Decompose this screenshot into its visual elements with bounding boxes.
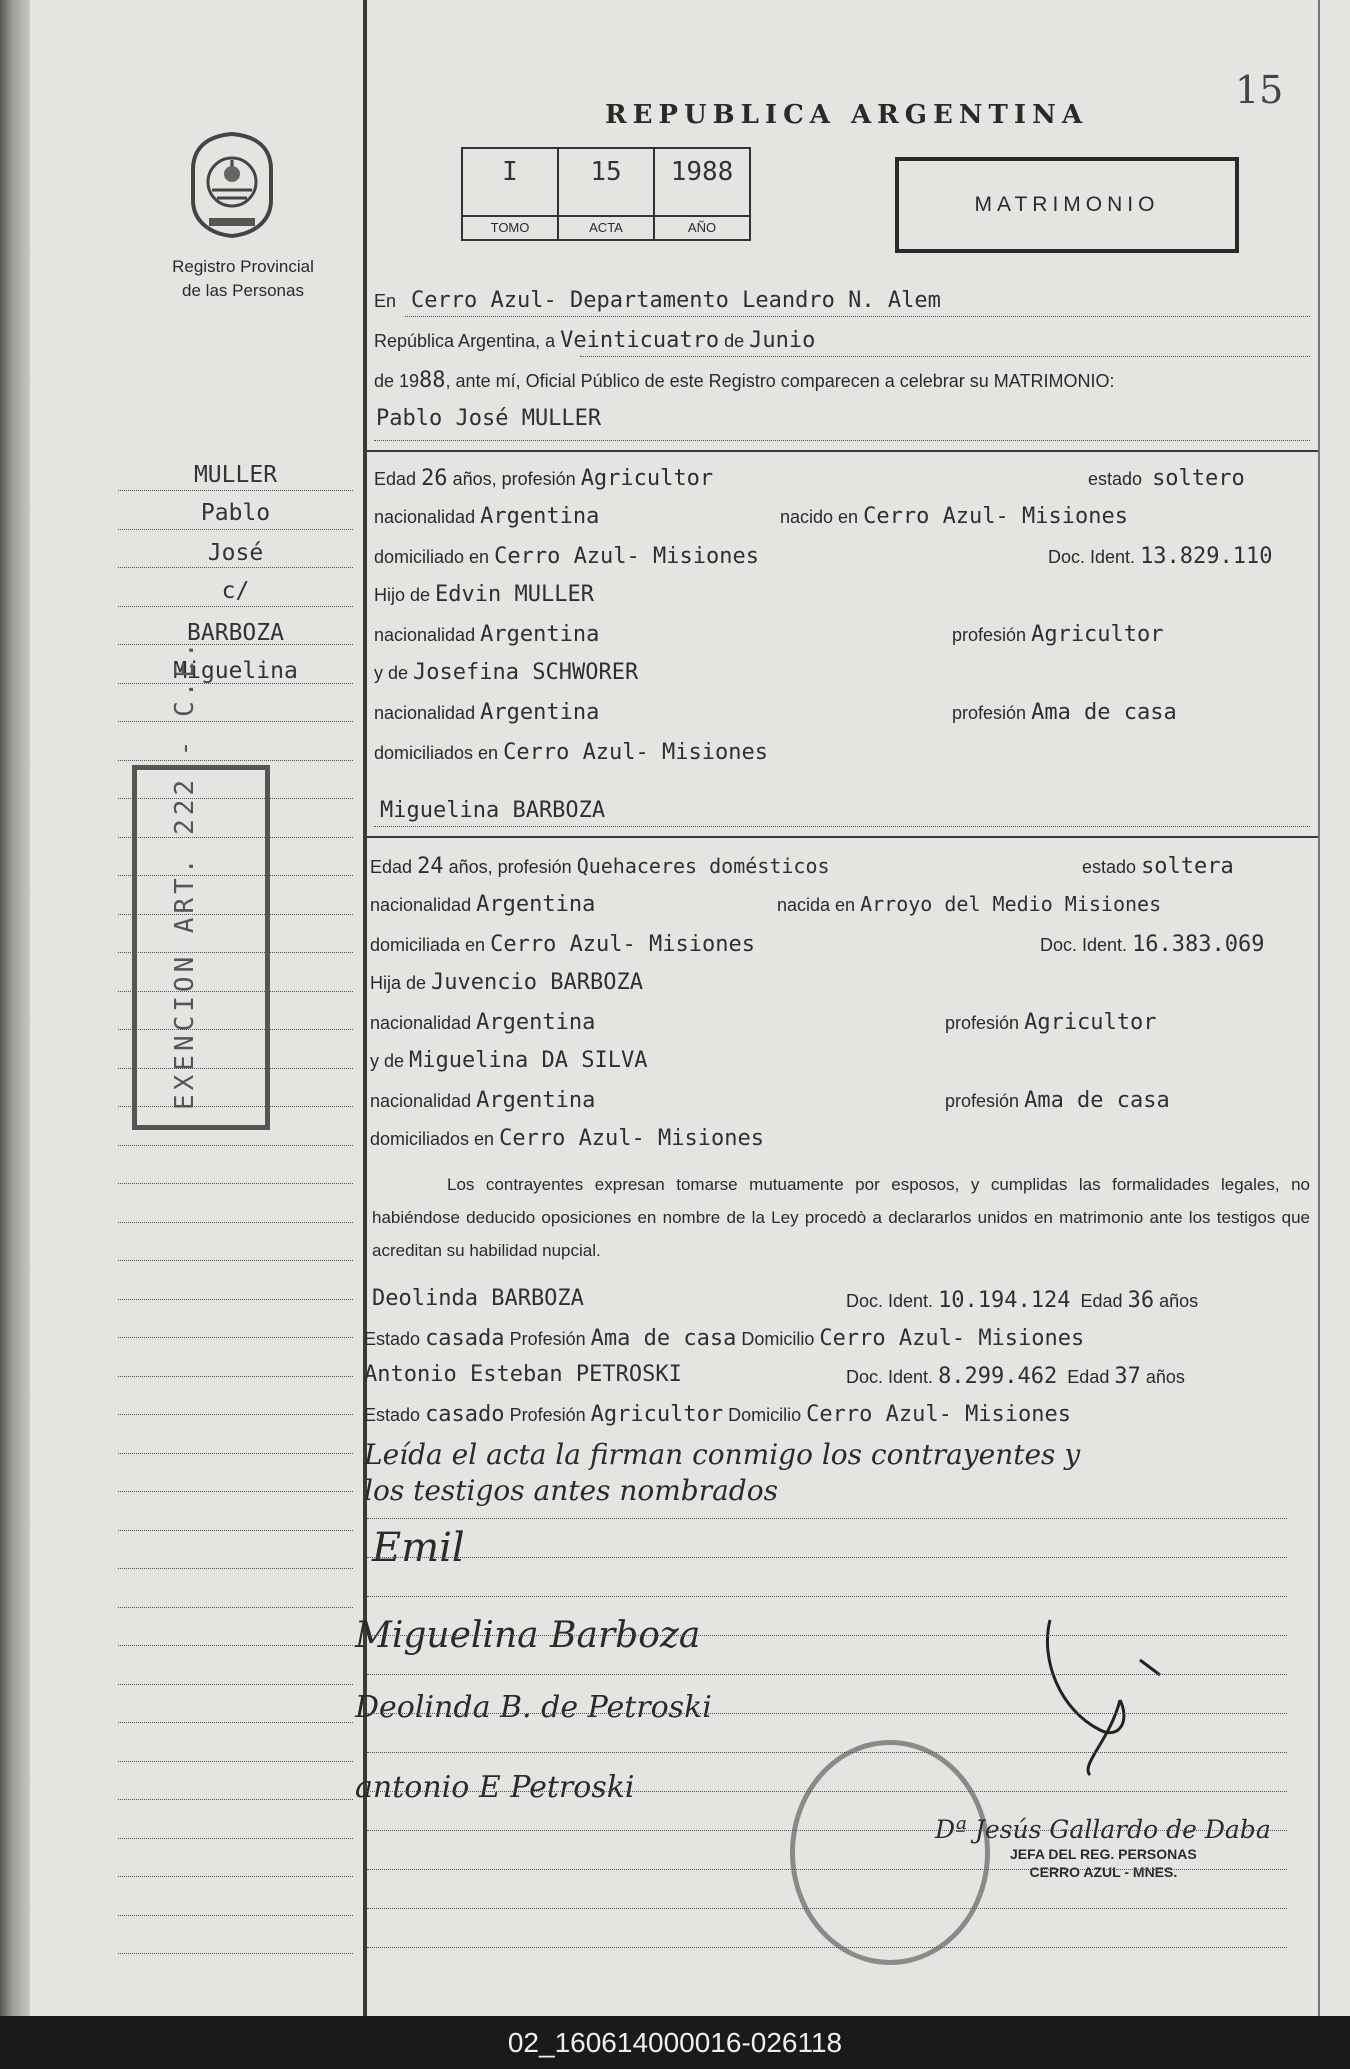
groom-birth [780, 504, 1128, 529]
witness1-doc: 10.194.124 [938, 1288, 1071, 1313]
dotted-rule [374, 440, 1310, 441]
margin-dotted-rule [118, 683, 353, 684]
witness1-line [372, 1286, 584, 1311]
edad-label: Edad [1080, 1291, 1123, 1311]
groom-age: 26 [421, 466, 448, 491]
section-rule [367, 450, 1318, 452]
acta-value: 15 [590, 157, 622, 187]
groom-mother-profession: Ama de casa [1031, 700, 1177, 725]
profesion-label: profesión [952, 625, 1027, 645]
bride-father-profession: Agricultor [1024, 1010, 1157, 1035]
margin-dotted-rule [118, 1260, 353, 1261]
dotted-rule [374, 826, 1310, 827]
bride-birth [777, 892, 1161, 916]
margin-dotted-rule [118, 1876, 353, 1877]
anos-label: años [1159, 1291, 1199, 1311]
right-rule [1318, 0, 1320, 2016]
groom-mother-prof [952, 700, 1177, 725]
bride-age-line [370, 854, 830, 879]
margin-dotted-rule [118, 1799, 353, 1800]
signature-groom: Emil [372, 1525, 465, 1571]
signature-bride: Miguelina Barboza [355, 1615, 701, 1656]
tomo-label: TOMO [463, 215, 557, 239]
witness2-profession: Agricultor [590, 1402, 724, 1427]
groom-father-profession: Agricultor [1031, 622, 1164, 647]
ante-text: , ante mí, Oficial Público de este Registro comparecen a celebrar su MATRIMONIO: [445, 371, 1115, 391]
margin-dotted-rule [118, 952, 353, 953]
provincial-emblem-icon [187, 130, 277, 240]
footer-id: 02_160614000016-026118 [0, 2016, 1350, 2069]
body-dotted-rule [367, 1908, 1287, 1909]
margin-dotted-rule [118, 1414, 353, 1415]
official-signature-icon [1020, 1600, 1170, 1780]
ano-cell [655, 149, 749, 239]
edad-label: Edad [370, 857, 413, 877]
closing-line-1 [364, 1438, 1080, 1471]
yde-label: y de [370, 1051, 405, 1071]
witness1-profession: Ama de casa [590, 1326, 737, 1351]
witness1-doc-age [846, 1288, 1198, 1313]
record-number-box [461, 147, 751, 241]
groom-estado-value: soltero [1152, 466, 1245, 491]
ano-label: AÑO [655, 215, 749, 239]
margin-name-3: José [207, 540, 264, 566]
closing-text-2: los testigos antes nombrados [364, 1474, 778, 1507]
bride-father-prof [945, 1010, 1157, 1035]
margin-dotted-rule [118, 529, 353, 530]
bride-domicile: Cerro Azul- Misiones [490, 932, 755, 957]
margin-dotted-rule [118, 798, 353, 799]
acta-cell [559, 149, 655, 239]
place-value: Cerro Azul- Departamento Leandro N. Alem [411, 288, 941, 313]
witness2-estado: casado [425, 1402, 505, 1427]
dotted-rule [405, 316, 1310, 317]
doc-label: Doc. Ident. [1040, 935, 1128, 955]
groom-father-nationality: Argentina [480, 622, 600, 647]
groom-parents-dom-line [374, 740, 768, 765]
estado-label: Estado [364, 1329, 421, 1349]
witness1-name: Deolinda BARBOZA [372, 1286, 584, 1311]
witness2-details [364, 1402, 1071, 1427]
edad-label: Edad [374, 469, 417, 489]
nacionalidad-label: nacionalidad [370, 895, 472, 915]
groom-father: Edvin MULLER [435, 582, 594, 607]
de-label: de [724, 331, 745, 351]
official-title: JEFA DEL REG. PERSONAS [1010, 1846, 1197, 1862]
yde-label: y de [374, 663, 409, 683]
dotted-rule [580, 356, 1310, 357]
doc-label: Doc. Ident. [846, 1367, 934, 1387]
bride-name-line [380, 798, 605, 823]
bride-name: Miguelina BARBOZA [380, 798, 606, 823]
signature-witness1: Deolinda B. de Petroski [355, 1690, 712, 1725]
header-line-1 [374, 288, 941, 313]
statement-paragraph: Los contrayentes expresan tomarse mutuamente por esposos, y cumplidas las formalidades legales, no habiéndose deducido oposiciones en nombre de la Ley procedò a declararlos unidos en matrimonio ante los testigos que acreditan su habilidad nupcial. [372, 1175, 1310, 1260]
margin-dotted-rule [118, 1568, 353, 1569]
bride-doc: 16.383.069 [1132, 932, 1265, 957]
record-type-box: MATRIMONIO [895, 157, 1239, 253]
bride-mother: Miguelina DA SILVA [409, 1048, 648, 1073]
margin-dotted-rule [118, 1953, 353, 1954]
margin-dotted-rule [118, 644, 353, 645]
nacionalidad-label: nacionalidad [374, 625, 476, 645]
body-dotted-rule [367, 1635, 1287, 1636]
bride-mother-profession: Ama de casa [1024, 1088, 1170, 1113]
anos-label: años [1145, 1367, 1185, 1387]
margin-name-4: c/ [221, 578, 250, 604]
registry-line1: Registro Provincial [172, 257, 314, 276]
body-dotted-rule [367, 1791, 1287, 1792]
domiciliados-label: domiciliados en [374, 743, 499, 763]
witness1-age: 36 [1127, 1288, 1155, 1313]
closing-text-1: Leída el acta la firman conmigo los contrayentes y [364, 1438, 1081, 1471]
doc-label: Doc. Ident. [1048, 547, 1136, 567]
domiciliada-label: domiciliada en [370, 935, 486, 955]
margin-dotted-rule [118, 760, 353, 761]
estado-label: estado [1082, 857, 1137, 877]
groom-parents-domicile: Cerro Azul- Misiones [503, 740, 768, 765]
groom-nationality: Argentina [480, 504, 600, 529]
body-dotted-rule [367, 1869, 1287, 1870]
groom-mother: Josefina SCHWORER [413, 660, 639, 685]
bride-age: 24 [417, 854, 444, 879]
bride-mother-prof [945, 1088, 1170, 1113]
groom-profession: Agricultor [580, 466, 714, 491]
margin-dotted-rule [118, 1222, 353, 1223]
witness2-domicile: Cerro Azul- Misiones [806, 1402, 1072, 1427]
republica-label: República Argentina, a [374, 331, 556, 351]
body-dotted-rule [367, 1947, 1287, 1948]
groom-mother-nationality: Argentina [480, 700, 600, 725]
body-dotted-rule [367, 1752, 1287, 1753]
groom-dom-line [374, 544, 759, 569]
margin-dotted-rule [118, 837, 353, 838]
margin-dotted-rule [118, 1029, 353, 1030]
estado-label: Estado [364, 1405, 421, 1425]
bride-father-nat-line [370, 1010, 595, 1035]
groom-doc: 13.829.110 [1140, 544, 1273, 569]
groom-age-line [374, 466, 713, 491]
margin-dotted-rule [118, 721, 353, 722]
domiciliados-label: domiciliados en [370, 1129, 495, 1149]
nacionalidad-label: nacionalidad [370, 1013, 472, 1033]
witness2-doc: 8.299.462 [938, 1364, 1058, 1389]
margin-dotted-rule [118, 914, 353, 915]
country-title: REPUBLICA ARGENTINA [605, 100, 1089, 130]
day-value: Veinticuatro [560, 328, 720, 353]
bride-birthplace: Arroyo del Medio Misiones [860, 892, 1162, 916]
bride-father: Juvencio BARBOZA [431, 970, 643, 995]
header-line-3 [374, 368, 1114, 393]
groom-mother-nat-line [374, 700, 599, 725]
margin-dotted-rule [118, 1337, 353, 1338]
bride-estado [1082, 854, 1234, 879]
official-place: CERRO AZUL - MNES. [1029, 1864, 1178, 1880]
margin-dotted-rule [118, 1607, 353, 1608]
profesion-label: profesión [952, 703, 1027, 723]
profesion-label: profesión [945, 1013, 1020, 1033]
margin-dotted-rule [118, 1645, 353, 1646]
signature-witness2: antonio E Petroski [355, 1770, 635, 1805]
groom-birthplace: Cerro Azul- Misiones [863, 504, 1128, 529]
book-binding [0, 0, 30, 2016]
margin-dotted-rule [118, 606, 353, 607]
edad-label: Edad [1067, 1367, 1110, 1387]
section-rule [367, 836, 1318, 838]
bride-doc [1040, 932, 1265, 957]
margin-dotted-rule [118, 1106, 353, 1107]
doc-label: Doc. Ident. [846, 1291, 934, 1311]
acta-label: ACTA [559, 215, 653, 239]
body-dotted-rule [367, 1557, 1287, 1558]
margin-dotted-rule [118, 1838, 353, 1839]
nacida-label: nacida en [777, 895, 856, 915]
hija-label: Hija de [370, 973, 427, 993]
bride-nat-line [370, 892, 595, 917]
groom-nat-line [374, 504, 599, 529]
groom-mother-line [374, 660, 638, 685]
margin-name-2: Pablo [200, 500, 271, 526]
margin-dotted-rule [118, 1376, 353, 1377]
margin-dotted-rule [118, 1722, 353, 1723]
nacido-label: nacido en [780, 507, 859, 527]
body-dotted-rule [367, 1830, 1287, 1831]
groom-domicile: Cerro Azul- Misiones [494, 544, 759, 569]
margin-dotted-rule [118, 1491, 353, 1492]
en-label: En [374, 291, 397, 311]
bride-mother-nat-line [370, 1088, 595, 1113]
tomo-value: I [502, 157, 518, 187]
body-dotted-rule [367, 1596, 1287, 1597]
nacionalidad-label: nacionalidad [374, 703, 476, 723]
witness2-name: Antonio Esteban PETROSKI [364, 1362, 682, 1387]
margin-name-1: MULLER [193, 462, 278, 488]
margin-name-6: Miguelina [173, 658, 298, 684]
registry-name [148, 255, 338, 303]
margin-dotted-rule [118, 875, 353, 876]
groom-father-line [374, 582, 594, 607]
profesion-label: Profesión [509, 1405, 586, 1425]
tomo-cell [463, 149, 559, 239]
estado-label: estado [1088, 469, 1143, 489]
groom-estado [1088, 466, 1245, 491]
ano-value: 1988 [670, 157, 734, 187]
margin-dotted-rule [118, 490, 353, 491]
groom-doc [1048, 544, 1273, 569]
margin-name-5: BARBOZA [187, 620, 284, 646]
profesion-label: profesión [945, 1091, 1020, 1111]
year-suffix: 88 [419, 368, 446, 393]
bride-profession: Quehaceres domésticos [576, 854, 830, 878]
bride-mother-nationality: Argentina [476, 1088, 596, 1113]
margin-dotted-rule [118, 991, 353, 992]
bride-nationality: Argentina [476, 892, 596, 917]
page-number: 15 [1235, 68, 1284, 112]
hijo-label: Hijo de [374, 585, 431, 605]
margin-dotted-rule [118, 567, 353, 568]
anos-profesion-label: años, profesión [452, 469, 576, 489]
bride-dom-line [370, 932, 755, 957]
witness1-details [364, 1326, 1084, 1351]
groom-name: Pablo José MULLER [376, 406, 602, 431]
nacionalidad-label: nacionalidad [370, 1091, 472, 1111]
witness2-age: 37 [1114, 1364, 1141, 1389]
header-line-2 [374, 328, 815, 353]
official-seal [790, 1740, 990, 1965]
margin-dotted-rule [118, 1530, 353, 1531]
groom-name-line [376, 406, 601, 431]
closing-line-2 [364, 1474, 778, 1507]
bride-father-nationality: Argentina [476, 1010, 596, 1035]
nacionalidad-label: nacionalidad [374, 507, 476, 527]
body-dotted-rule [367, 1713, 1287, 1714]
witness2-line [364, 1362, 682, 1387]
bride-parents-domicile: Cerro Azul- Misiones [499, 1126, 764, 1151]
margin-dotted-rule [118, 1183, 353, 1184]
bride-mother-line [370, 1048, 647, 1073]
margin-dotted-rule [118, 1915, 353, 1916]
year-prefix: de 19 [374, 371, 420, 391]
margin-dotted-rule [118, 1684, 353, 1685]
margin-dotted-rule [118, 1299, 353, 1300]
official-name: Dª Jesús Gallardo de Daba [935, 1815, 1271, 1844]
domiciliado-label: domiciliado en [374, 547, 490, 567]
registry-line2: de las Personas [182, 281, 304, 300]
body-dotted-rule [367, 1674, 1287, 1675]
anos-profesion-label: años, profesión [448, 857, 572, 877]
margin-dotted-rule [118, 1145, 353, 1146]
body-dotted-rule [367, 1518, 1287, 1519]
witness2-doc-age [846, 1364, 1185, 1389]
domicilio-label: Domicilio [728, 1405, 802, 1425]
groom-father-prof [952, 622, 1164, 647]
margin-dotted-rule [118, 1453, 353, 1454]
bride-parents-dom-line [370, 1126, 764, 1151]
witness1-domicile: Cerro Azul- Misiones [819, 1326, 1085, 1351]
month-value: Junio [749, 328, 816, 353]
margin-stamp: EXENCION ART. 222 - C.E. [170, 638, 200, 1110]
bride-father-line [370, 970, 643, 995]
margin-stamp-box [132, 765, 270, 1130]
margin-dotted-rule [118, 1068, 353, 1069]
groom-father-nat-line [374, 622, 599, 647]
bride-estado-value: soltera [1141, 854, 1234, 879]
margin-dotted-rule [118, 1761, 353, 1762]
official-title-block [1010, 1845, 1197, 1881]
domicilio-label: Domicilio [741, 1329, 815, 1349]
profesion-label: Profesión [509, 1329, 586, 1349]
witness1-estado: casada [425, 1326, 505, 1351]
